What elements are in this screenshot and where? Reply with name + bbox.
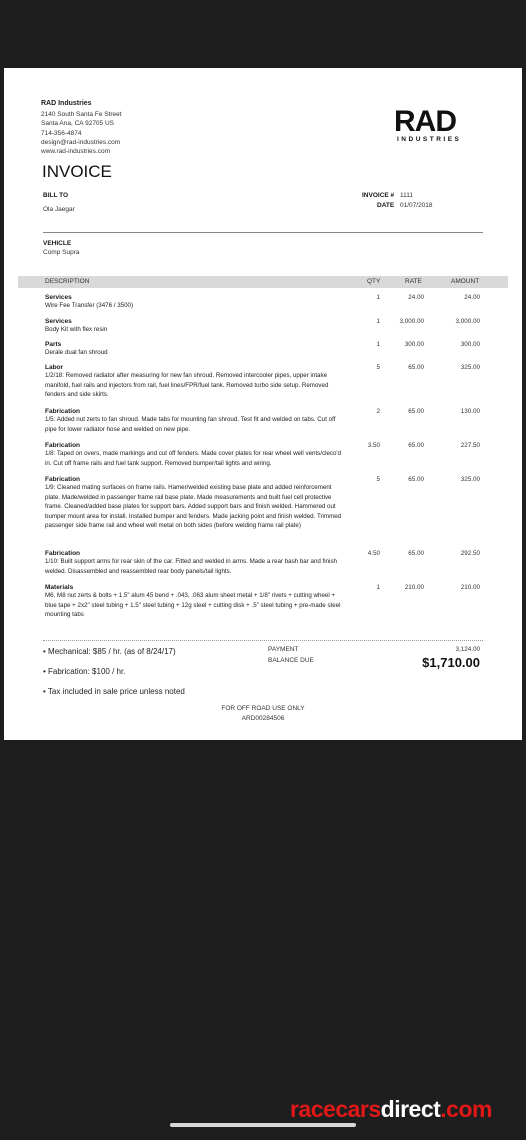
row-title: Labor xyxy=(45,364,64,371)
row-description: 1/9: Cleaned mating surfaces on frame rails. Hamer/welded existing base plate and added reinforcement plate. Made/welded in passenger frame rail base plate. Made measurements and built fuel cell protective frame. Cleaned/added base plates for support bars. Added support bars and finish welded. Hammered out bumper mount area for install. Installed bumper and fenders. Made jacking point and finish welded. Trimmed passenger side frame rail and wheel well metal on both sides (before welding frame rail plate) xyxy=(45,484,342,530)
column-amount: AMOUNT xyxy=(451,278,480,285)
invoice-date: 01/07/2018 xyxy=(400,202,433,209)
row-title: Parts xyxy=(45,341,62,348)
bill-to-name: Ola Jaegar xyxy=(43,206,75,213)
note-mechanical-rate: • Mechanical: $85 / hr. (as of 8/24/17) xyxy=(43,647,176,656)
logo-text: RAD xyxy=(394,105,456,138)
home-indicator[interactable] xyxy=(170,1123,356,1127)
invoice-number: 1111 xyxy=(400,192,414,199)
row-qty: 1 xyxy=(376,318,380,325)
row-qty: 2 xyxy=(376,408,380,415)
row-title: Services xyxy=(45,294,72,301)
payment-amount: 3,124.00 xyxy=(455,646,480,653)
row-amount: 227.50 xyxy=(460,442,480,449)
table-row xyxy=(45,408,345,434)
invoice-title: INVOICE xyxy=(42,162,112,181)
row-title: Materials xyxy=(45,584,74,591)
row-amount: 210.00 xyxy=(460,584,480,591)
row-description: Wire Fee Transfer (3476 / 3500) xyxy=(45,302,134,309)
row-qty: 5 xyxy=(376,364,380,371)
watermark-part-direct: direct xyxy=(380,1096,441,1122)
balance-due-amount: $1,710.00 xyxy=(422,655,480,670)
row-qty: 4.50 xyxy=(367,550,380,557)
row-rate: 210.00 xyxy=(404,584,424,591)
footer-code: ARD00284506 xyxy=(241,715,285,722)
row-rate: 300.00 xyxy=(404,341,424,348)
row-amount: 325.00 xyxy=(460,476,480,483)
row-rate: 65.00 xyxy=(408,442,424,449)
company-address-line2: Santa Ana, CA 92705 US xyxy=(41,120,114,127)
row-amount: 3,000.00 xyxy=(455,318,480,325)
payment-label: PAYMENT xyxy=(268,646,299,653)
row-title: Services xyxy=(45,318,72,325)
column-qty: QTY xyxy=(367,278,381,285)
logo-subtext: INDUSTRIES xyxy=(397,136,462,143)
row-qty: 3.50 xyxy=(367,442,380,449)
row-description: Derale dual fan shroud xyxy=(45,349,108,356)
row-rate: 65.00 xyxy=(408,408,424,415)
footer-off-road: FOR OFF ROAD USE ONLY xyxy=(221,705,305,712)
row-rate: 65.00 xyxy=(408,550,424,557)
row-qty: 1 xyxy=(376,294,380,301)
row-rate: 65.00 xyxy=(408,476,424,483)
company-phone: 714-356-4874 xyxy=(41,130,82,137)
table-row xyxy=(45,294,345,311)
dotted-divider xyxy=(43,640,483,641)
row-description: M6, M8 nut zerts & bolts + 1.5" alum 45 bend + .043, .063 alum sheet metal + 1/8" rivets + cutting wheel + blue tape + 2x2" steel tubing + 1.5" steel tubing + 12g steel + cutting disk + .5" steel tubing + pre-made steel mounting tabs xyxy=(45,592,341,619)
row-description: Body Kit with flex resin xyxy=(45,326,108,333)
table-row xyxy=(45,550,345,576)
row-title: Fabrication xyxy=(45,442,81,449)
table-row xyxy=(45,364,345,400)
table-row xyxy=(45,318,345,335)
row-rate: 3,000.00 xyxy=(399,318,424,325)
column-description: DESCRIPTION xyxy=(45,278,90,285)
table-header xyxy=(18,276,508,288)
note-fabrication-rate: • Fabrication: $100 / hr. xyxy=(43,667,126,676)
row-qty: 1 xyxy=(376,341,380,348)
invoice-number-label: INVOICE # xyxy=(362,192,395,199)
row-amount: 325.00 xyxy=(460,364,480,371)
row-amount: 130.00 xyxy=(460,408,480,415)
vehicle-name: Comp Supra xyxy=(43,249,80,256)
row-description: 1/2/18: Removed radiator after measuring for new fan shroud. Removed intercooler pipes, upper intake manifold, fuel rails and injectors from rail, fuel lines/FPR/fuel tank. Removed turbo side setup. Removed fenders and side skirts. xyxy=(45,372,329,399)
row-qty: 1 xyxy=(376,584,380,591)
row-description: 1/5: Added nut zerts to fan shroud. Made tabs for mounting fan shroud. Test fit and welded on tabs. Cut off pipe for lower radiator hose and welded on new pipe. xyxy=(45,416,336,433)
row-qty: 5 xyxy=(376,476,380,483)
row-amount: 300.00 xyxy=(460,341,480,348)
row-title: Fabrication xyxy=(45,476,81,483)
watermark-part-racecars: racecars xyxy=(290,1096,381,1122)
table-row xyxy=(45,584,345,620)
row-rate: 24.00 xyxy=(408,294,424,301)
balance-due-label: BALANCE DUE xyxy=(268,657,314,664)
watermark-part-com: .com xyxy=(440,1096,492,1122)
divider xyxy=(43,232,483,233)
company-address-line1: 2140 South Santa Fe Street xyxy=(41,111,122,118)
table-row xyxy=(45,341,345,358)
column-rate: RATE xyxy=(405,278,422,285)
racecarsdirect-watermark xyxy=(290,1096,492,1123)
company-name: RAD Industries xyxy=(41,100,92,107)
table-row xyxy=(45,476,345,531)
company-email: design@rad-industries.com xyxy=(41,139,121,146)
rad-industries-logo xyxy=(394,105,484,143)
row-description: 1/10: Built support arms for rear skin of the car. Fitted and welded in arms. Made a rear bash bar and finish welded. Disassembled and reassembled rear body panels/tail lights. xyxy=(45,558,337,575)
table-row xyxy=(45,442,345,468)
row-title: Fabrication xyxy=(45,408,81,415)
vehicle-label: VEHICLE xyxy=(43,240,72,247)
bill-to-label: BILL TO xyxy=(43,192,69,199)
invoice-document xyxy=(4,68,522,740)
date-label: DATE xyxy=(377,202,395,209)
row-description: 1/8: Taped on overs, made markings and cut off fenders. Made cover plates for rear wheel well vents/cleco'd in. Cut off frame rails and fuel tank support. Removed bumper/tail lights and wiring. xyxy=(45,450,342,467)
row-amount: 24.00 xyxy=(464,294,480,301)
row-rate: 65.00 xyxy=(408,364,424,371)
row-amount: 292.50 xyxy=(460,550,480,557)
note-tax: • Tax included in sale price unless noted xyxy=(43,687,185,696)
row-title: Fabrication xyxy=(45,550,81,557)
company-website: www.rad-industries.com xyxy=(41,148,110,155)
